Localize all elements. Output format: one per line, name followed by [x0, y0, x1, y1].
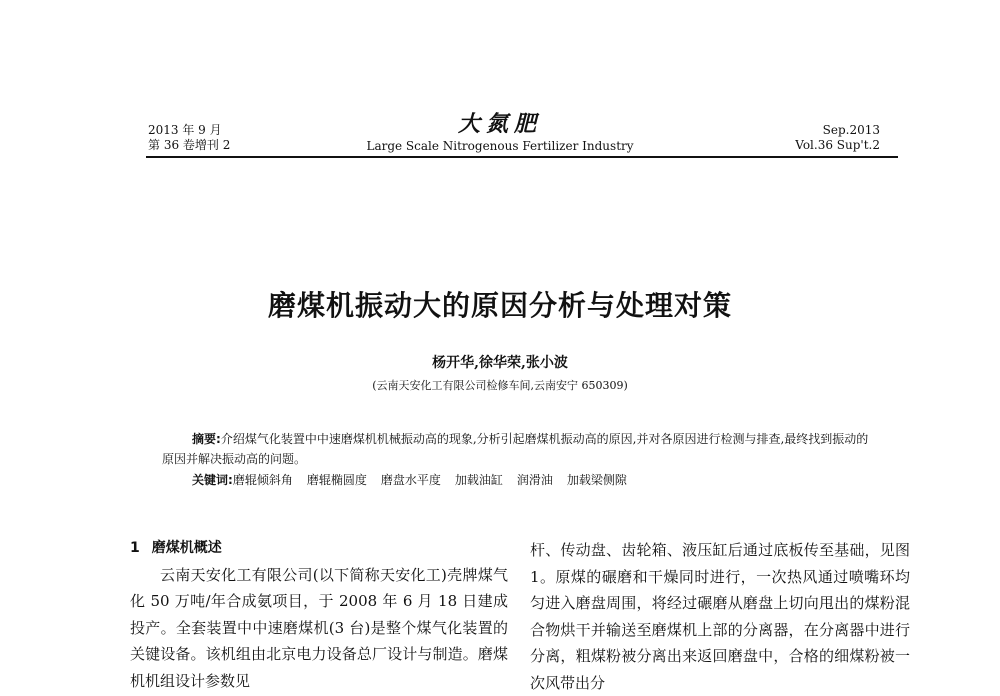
body-column-left: [130, 535, 508, 694]
journal-logo: 大氮肥: [457, 111, 542, 137]
section-number: 1: [130, 540, 140, 556]
abstract-text: 介绍煤气化装置中中速磨煤机机械振动高的现象,分析引起磨煤机振动高的原因,并对各原因进行检测与排查,最终找到振动的原因并解决振动高的问题。: [162, 432, 869, 466]
body-column-right: [530, 537, 910, 696]
keyword: 磨盘水平度: [380, 473, 441, 487]
journal-date-volume-en: [795, 123, 880, 153]
section-heading: [130, 535, 508, 562]
keywords-label: 关键词:: [192, 473, 233, 487]
journal-date-volume: [148, 123, 230, 153]
issue-date: 2013 年 9 月: [148, 123, 222, 137]
volume-issue: 第 36 卷增刊 2: [148, 138, 231, 152]
article-title: 磨煤机振动大的原因分析与处理对策: [267, 289, 732, 322]
header-rule: [146, 156, 898, 158]
body-paragraph-continued: 杆、传动盘、齿轮箱、液压缸后通过底板传至基础，见图 1。原煤的碾磨和干燥同时进行，一次热风通过喷嘴环均匀进入磨盘周围，将经过碾磨从磨盘上切向甩出的煤粉混合物烘干并输送至磨煤机上部的分离器，在分离器中进行分离，粗煤粉被分离出来返回磨盘中，合格的细煤粉被一次风带出分: [530, 541, 910, 692]
body-paragraph: 云南天安化工有限公司(以下简称天安化工)壳牌煤气化 50 万吨/年合成氨项目，于 2008 年 6 月 18 日建成投产。全套装置中中速磨煤机(3 台)是整个煤气化装置的关键设备。该机组由北京电力设备总厂设计与制造。磨煤机机组设计参数见: [130, 565, 508, 690]
keyword: 磨辊椭圆度: [306, 473, 367, 487]
article-authors: 杨开华,徐华荣,张小波: [432, 355, 568, 371]
volume-issue-en: Vol.36 Sup't.2: [795, 138, 880, 152]
keyword: 加载油缸: [454, 473, 503, 487]
keyword: 磨辊倾斜角: [232, 473, 293, 487]
abstract: [162, 429, 877, 469]
author-affiliation: (云南天安化工有限公司检修车间,云南安宁 650309): [372, 379, 628, 392]
keyword: 加载梁侧隙: [566, 473, 627, 487]
section-title: 磨煤机概述: [151, 540, 222, 556]
keyword: 润滑油: [516, 473, 553, 487]
abstract-label: 摘要:: [192, 432, 221, 446]
issue-date-en: Sep.2013: [822, 123, 880, 137]
journal-subtitle: Large Scale Nitrogenous Fertilizer Industry: [366, 139, 634, 153]
keywords: [192, 472, 892, 488]
journal-masthead: [350, 112, 650, 153]
